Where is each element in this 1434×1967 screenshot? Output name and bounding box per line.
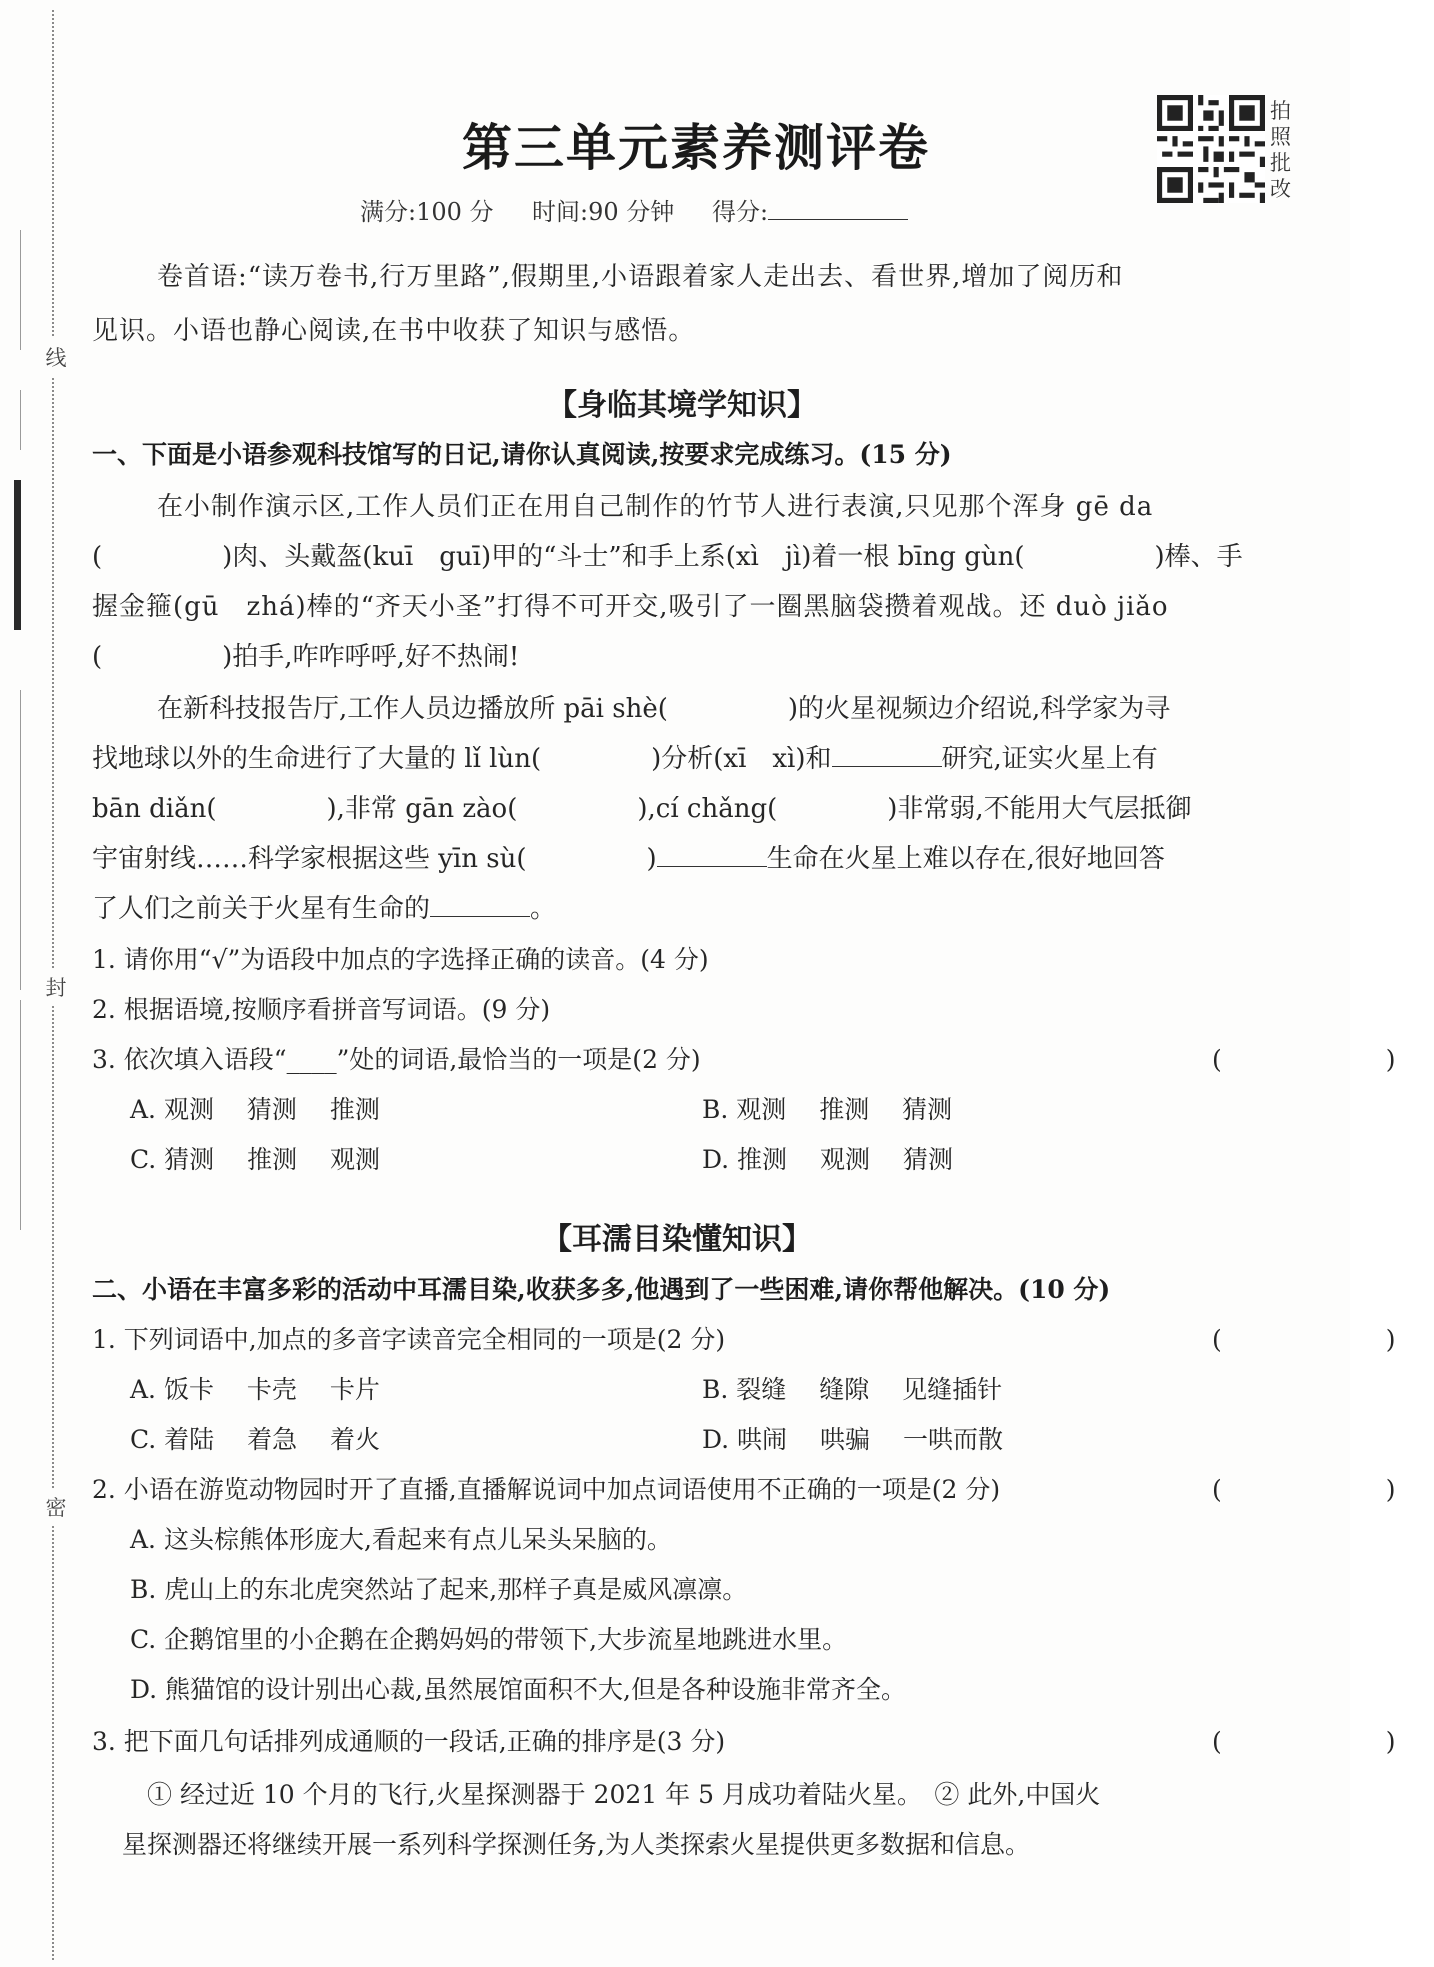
exam-time: 时间:90 分钟: [532, 198, 675, 226]
fill-blank[interactable]: [657, 843, 767, 867]
passage-line: ( )肉、头戴盔(kuī guī)甲的“斗士”和手上系(xì jì)着一根 bīng gùn( )棒、手: [92, 542, 1243, 572]
sentence-line: 星探测器还将继续开展一系列科学探测任务,为人类探索火星提供更多数据和信息。: [122, 1830, 1030, 1859]
binding-label-xian: 线: [44, 338, 68, 376]
q2-sub-2: 2. 小语在游览动物园时开了直播,直播解说词中加点词语使用不正确的一项是(2 分): [92, 1475, 1001, 1504]
answer-paren[interactable]: ( ): [1212, 1727, 1434, 1756]
question-one: 一、下面是小语参观科技馆写的日记,请你认真阅读,按要求完成练习。(15 分): [92, 440, 952, 469]
passage-line: 了人们之前关于火星有生命的 。: [92, 894, 557, 924]
section-heading: 【身临其境学知识】: [547, 388, 817, 423]
option-a[interactable]: A. 饭卡 卡壳 卡片: [130, 1375, 380, 1404]
intro-line: 见识。小语也静心阅读,在书中收获了知识与感悟。: [92, 316, 696, 346]
passage-line: 在小制作演示区,工作人员们正在用自己制作的竹节人进行表演,只见那个浑身 gē da: [157, 492, 1154, 522]
option-d[interactable]: D. 熊猫馆的设计别出心裁,虽然展馆面积不大,但是各种设施非常齐全。: [130, 1675, 906, 1704]
score-label: 得分:: [712, 192, 908, 227]
margin-mark: [14, 480, 21, 630]
fill-blank[interactable]: [430, 893, 530, 917]
option-c[interactable]: C. 企鹅馆里的小企鹅在企鹅妈妈的带领下,大步流星地跳进水里。: [130, 1625, 848, 1654]
option-b[interactable]: B. 虎山上的东北虎突然站了起来,那样子真是威风凛凛。: [130, 1575, 748, 1604]
intro-line: 卷首语:“读万卷书,行万里路”,假期里,小语跟着家人走出去、看世界,增加了阅历和: [157, 262, 1124, 292]
answer-paren[interactable]: ( ): [1212, 1045, 1434, 1074]
fill-blank[interactable]: [832, 743, 942, 767]
passage-line: bān diǎn( ),非常 gān zào( ),cí chǎng( )非常弱,不能用大气层抵御: [92, 794, 1192, 824]
option-c[interactable]: C. 着陆 着急 着火: [130, 1425, 381, 1454]
question-two: 二、小语在丰富多彩的活动中耳濡目染,收获多多,他遇到了一些困难,请你帮他解决。(10 分): [92, 1275, 1111, 1304]
answer-paren[interactable]: ( ): [1212, 1325, 1434, 1354]
q2-sub-3: 3. 把下面几句话排列成通顺的一段话,正确的排序是(3 分): [92, 1727, 726, 1756]
option-d[interactable]: D. 推测 观测 猜测: [702, 1145, 953, 1174]
section-heading: 【耳濡目染懂知识】: [542, 1222, 812, 1257]
sub-question-1: 1. 请你用“√”为语段中加点的字选择正确的读音。(4 分): [92, 945, 709, 974]
passage-line: 找地球以外的生命进行了大量的 lǐ lùn( )分析(xī xì)和 研究,证实火星上有: [92, 744, 1158, 774]
margin-rule: [20, 230, 21, 350]
full-score: 满分:100 分: [360, 198, 494, 226]
qr-code-icon[interactable]: [1157, 95, 1265, 203]
answer-paren[interactable]: ( ): [1212, 1475, 1434, 1504]
passage-line: 握金箍(gū zhá)棒的“齐天小圣”打得不可开交,吸引了一圈黑脑袋攒着观战。还 duò jiǎo: [92, 592, 1169, 622]
option-d[interactable]: D. 哄闹 哄骗 一哄而散: [702, 1425, 1003, 1454]
option-b[interactable]: B. 观测 推测 猜测: [702, 1095, 953, 1124]
option-b[interactable]: B. 裂缝 缝隙 见缝插针: [702, 1375, 1003, 1404]
margin-rule: [20, 390, 21, 450]
sentence-line: ① 经过近 10 个月的飞行,火星探测器于 2021 年 5 月成功着陆火星。 ② 此外,中国火: [147, 1780, 1101, 1809]
sub-question-3: 3. 依次填入语段“____”处的词语,最恰当的一项是(2 分): [92, 1045, 701, 1074]
q2-sub-1: 1. 下列词语中,加点的多音字读音完全相同的一项是(2 分): [92, 1325, 726, 1354]
qr-label: 拍照批改: [1270, 99, 1291, 201]
sub-question-2: 2. 根据语境,按顺序看拼音写词语。(9 分): [92, 995, 551, 1024]
page-title: 第三单元素养测评卷: [462, 118, 930, 177]
score-blank[interactable]: [768, 196, 908, 220]
margin-rule: [20, 690, 21, 990]
binding-label-feng: 封: [44, 968, 68, 1006]
option-c[interactable]: C. 猜测 推测 观测: [130, 1145, 381, 1174]
margin-rule: [20, 1000, 21, 1230]
option-a[interactable]: A. 这头棕熊体形庞大,看起来有点儿呆头呆脑的。: [130, 1525, 672, 1554]
binding-label-mi: 密: [44, 1488, 68, 1526]
option-a[interactable]: A. 观测 猜测 推测: [130, 1095, 380, 1124]
passage-line: 宇宙射线……科学家根据这些 yīn sù( ) 生命在火星上难以存在,很好地回答: [92, 844, 1165, 874]
passage-line: 在新科技报告厅,工作人员边播放所 pāi shè( )的火星视频边介绍说,科学家为寻: [157, 694, 1171, 724]
passage-line: ( )拍手,咋咋呼呼,好不热闹!: [92, 642, 520, 672]
